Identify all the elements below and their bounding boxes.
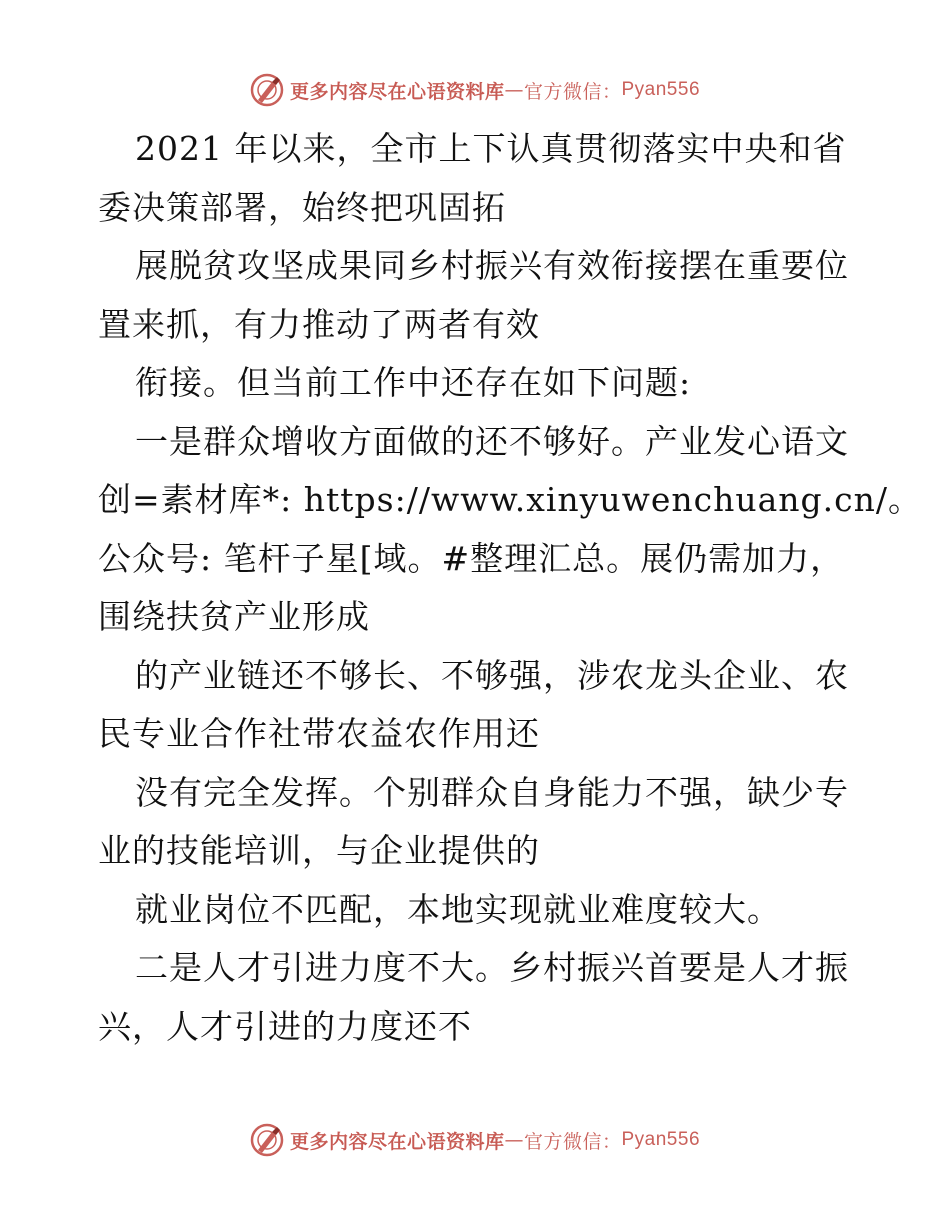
watermark-separator: — [504, 79, 524, 101]
watermark-brand: 更多内容尽在心语资料库 [289, 1130, 505, 1153]
text-line: 置来抓，有力推动了两者有效 [98, 304, 540, 344]
text-line: 兴，人才引进的力度还不 [98, 1006, 472, 1046]
text-line: 委决策部署，始终把巩固拓 [98, 187, 506, 227]
watermark-brand: 更多内容尽在心语资料库 [289, 80, 505, 103]
text-line: 公众号: 笔杆子星[域。#整理汇总。展仍需加力， [98, 538, 845, 578]
footer-watermark [0, 1120, 950, 1160]
text-line: 没有完全发挥。个别群众自身能力不强，缺少专 [135, 772, 849, 812]
text-line: 二是人才引进力度不大。乡村振兴首要是人才振 [135, 948, 849, 987]
text-line: 一是群众增收方面做的还不够好。产业发心语文 [135, 421, 849, 461]
text-line: 业的技能培训，与企业提供的 [98, 831, 540, 870]
pen-logo-icon [250, 73, 284, 107]
text-line: 民专业合作社带农益农作用还 [98, 714, 540, 753]
header-watermark [0, 70, 950, 110]
text-line: 创=素材库*: https://www.xinyuwenchuang.cn/。 [98, 480, 922, 519]
text-line: 2021 年以来，全市上下认真贯彻落实中央和省 [135, 129, 847, 168]
text-line: 围绕扶贫产业形成 [98, 597, 370, 636]
watermark-wechat-id: Pyan556 [621, 1129, 701, 1150]
text-line: 衔接。但当前工作中还存在如下问题: [135, 363, 692, 402]
pen-logo-icon [250, 1123, 284, 1157]
watermark-wechat-label: 官方微信： [523, 80, 622, 103]
text-line: 的产业链还不够长、不够强，涉农龙头企业、农 [135, 655, 849, 695]
document-body [98, 120, 922, 1056]
watermark-separator: — [504, 1129, 524, 1151]
text-line: 展脱贫攻坚成果同乡村振兴有效衔接摆在重要位 [135, 246, 849, 285]
watermark-wechat-label: 官方微信： [523, 1130, 622, 1153]
text-line: 就业岗位不匹配，本地实现就业难度较大。 [135, 889, 781, 929]
watermark-wechat-id: Pyan556 [621, 79, 701, 100]
